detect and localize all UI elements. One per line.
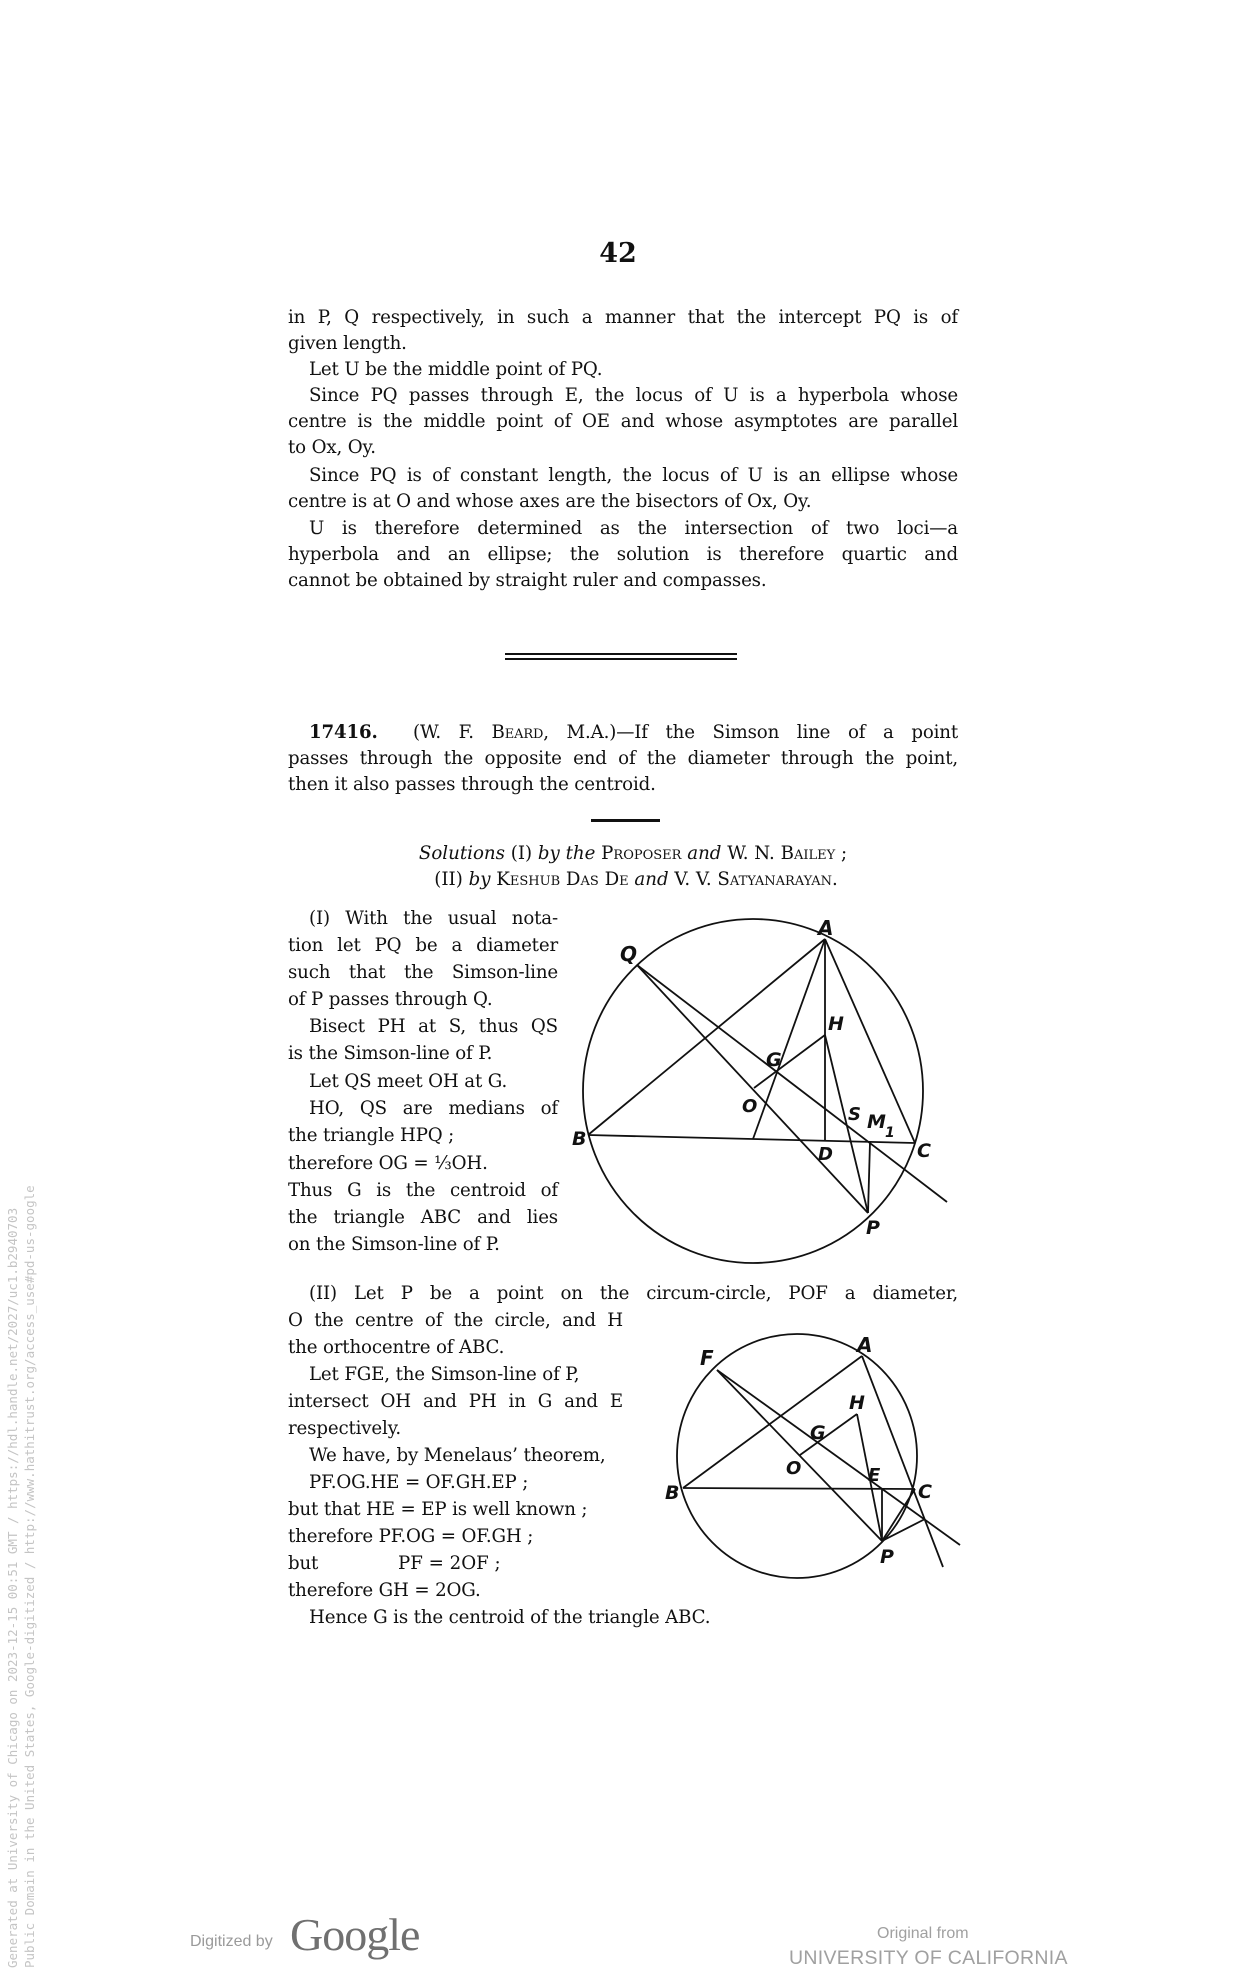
fig2-label-c: C bbox=[918, 1481, 932, 1503]
problem-number: 17416. bbox=[309, 722, 378, 743]
and-word: and bbox=[634, 869, 669, 890]
fig1-pm1 bbox=[868, 1142, 870, 1213]
fig1-label-m: M bbox=[867, 1111, 886, 1133]
text-line: hyperbola and an ellipse; the solution is therefore quartic and bbox=[288, 544, 958, 565]
roman-one: (I) bbox=[504, 843, 538, 864]
fig1-label-a: A bbox=[818, 916, 834, 940]
text-line: but that HE = EP is well known ; bbox=[288, 1499, 588, 1520]
fig1-hp bbox=[825, 1035, 868, 1213]
text-line: the triangle ABC and lies bbox=[288, 1207, 558, 1228]
fig1-label-c: C bbox=[917, 1140, 931, 1162]
fig1-label-b: B bbox=[572, 1128, 587, 1150]
fig2-label-b: B bbox=[665, 1482, 680, 1504]
text-line: Let FGE, the Simson-line of P, bbox=[309, 1364, 580, 1385]
text-line: (II) Let P be a point on the circum-circle, POF a diameter, bbox=[309, 1283, 958, 1304]
fig2-label-f: F bbox=[700, 1346, 714, 1370]
text-line: HO, QS are medians of bbox=[309, 1098, 558, 1119]
problem-line: then it also passes through the centroid. bbox=[288, 774, 656, 795]
proposer-open: (W. F. bbox=[413, 722, 492, 743]
fig2-label-h: H bbox=[849, 1392, 865, 1414]
proposer-name: Beard bbox=[491, 722, 544, 743]
fig2-label-g: G bbox=[810, 1422, 826, 1444]
text-line: Let U be the middle point of PQ. bbox=[309, 359, 603, 380]
fig1-label-g: G bbox=[766, 1049, 782, 1071]
text-line: centre is at O and whose axes are the bisectors of Ox, Oy. bbox=[288, 491, 812, 512]
text-line: U is therefore determined as the intersection of two loci—a bbox=[309, 518, 958, 539]
text-line: is the Simson-line of P. bbox=[288, 1043, 493, 1064]
text-line: in P, Q respectively, in such a manner that the intercept PQ is of bbox=[288, 307, 958, 328]
text-line: cannot be obtained by straight ruler and compasses. bbox=[288, 570, 767, 591]
fig1-label-m-subscript: 1 bbox=[885, 1125, 895, 1141]
fig2-label-o: O bbox=[786, 1458, 802, 1479]
text-line: to Ox, Oy. bbox=[288, 437, 376, 458]
text-line: the triangle HPQ ; bbox=[288, 1125, 455, 1146]
and-word: and bbox=[687, 843, 722, 864]
roman-two: (II) bbox=[434, 869, 469, 890]
equation-line: PF = 2OF ; bbox=[398, 1553, 501, 1574]
watermark-line-1: Generated at University of Chicago on 2023-12-15 00:51 GMT / https://hdl.handle.net/2027/uc1.b2940703 bbox=[5, 1207, 20, 1968]
satyanarayan-credit: V. V. Satyanarayan. bbox=[668, 869, 838, 890]
text-line: Hence G is the centroid of the triangle ABC. bbox=[309, 1607, 711, 1628]
text-line: given length. bbox=[288, 333, 407, 354]
fig1-simson-line bbox=[637, 965, 947, 1202]
equation-line: PF.OG.HE = OF.GH.EP ; bbox=[309, 1472, 529, 1493]
text-line: Thus G is the centroid of bbox=[288, 1180, 558, 1201]
text-line: Since PQ passes through E, the locus of U is a hyperbola whose bbox=[309, 385, 958, 406]
fig1-circumcircle bbox=[583, 919, 923, 1263]
bailey-credit: W. N. Bailey ; bbox=[721, 843, 848, 864]
fig1-label-s: S bbox=[848, 1104, 861, 1125]
watermark-line-2: Public Domain in the United States, Google-digitized / http://www.hathitrust.org/access_use#pd-us-google bbox=[22, 1185, 37, 1968]
text-line: Let QS meet OH at G. bbox=[309, 1071, 508, 1092]
by-the: by the bbox=[537, 843, 596, 864]
fig1-label-q: Q bbox=[620, 942, 638, 966]
fig1-label-d: D bbox=[818, 1144, 833, 1165]
fig1-label-p: P bbox=[866, 1217, 880, 1239]
text-line: the orthocentre of ABC. bbox=[288, 1337, 505, 1358]
fig2-side-ac-extended bbox=[862, 1356, 943, 1567]
fig2-label-a: A bbox=[857, 1333, 873, 1357]
fig1-label-h: H bbox=[828, 1013, 844, 1035]
proposer-credit: Proposer bbox=[595, 843, 688, 864]
problem-text: , M.A.)—If the Simson line of a point bbox=[543, 722, 959, 743]
equation-line: therefore GH = 2OG. bbox=[288, 1580, 481, 1601]
text-line: tion let PQ be a diameter bbox=[288, 935, 558, 956]
solutions-word: Solutions bbox=[418, 843, 505, 864]
text-line: respectively. bbox=[288, 1418, 402, 1439]
text-line: O the centre of the circle, and H bbox=[288, 1310, 623, 1331]
text-line: We have, by Menelaus’ theorem, bbox=[309, 1445, 606, 1466]
text-line: Bisect PH at S, thus QS bbox=[309, 1016, 558, 1037]
equation-line: therefore PF.OG = OF.GH ; bbox=[288, 1526, 534, 1547]
fig2-side-ab bbox=[683, 1356, 862, 1488]
text-line: therefore OG = ⅓OH. bbox=[288, 1153, 488, 1174]
fig2-label-p: P bbox=[880, 1546, 894, 1568]
problem-line: passes through the opposite end of the diameter through the point, bbox=[288, 748, 958, 769]
page-number: 42 bbox=[599, 238, 637, 269]
text-line: of P passes through Q. bbox=[288, 989, 493, 1010]
text-line: centre is the middle point of OE and whose asymptotes are parallel bbox=[288, 411, 958, 432]
fig1-diameter-qp bbox=[637, 965, 868, 1213]
text-line: intersect OH and PH in G and E bbox=[288, 1391, 623, 1412]
university-label: UNIVERSITY OF CALIFORNIA bbox=[789, 1947, 1068, 1969]
fig2-circumcircle bbox=[677, 1334, 917, 1578]
digitized-by-label: Digitized by bbox=[190, 1933, 273, 1950]
by-word: by bbox=[468, 869, 491, 890]
text-line: (I) With the usual nota- bbox=[309, 908, 558, 929]
keshub-credit: Keshub Das De bbox=[490, 869, 635, 890]
text-line: on the Simson-line of P. bbox=[288, 1234, 500, 1255]
google-logo: Google bbox=[290, 1909, 420, 1960]
text-line: such that the Simson-line bbox=[288, 962, 558, 983]
fig1-label-o: O bbox=[742, 1096, 758, 1117]
text-line: Since PQ is of constant length, the locus of U is an ellipse whose bbox=[309, 465, 958, 486]
text-line: but bbox=[288, 1553, 319, 1574]
fig2-label-e: E bbox=[868, 1465, 881, 1486]
original-from-label: Original from bbox=[877, 1925, 969, 1942]
fig2-oh bbox=[800, 1414, 857, 1455]
